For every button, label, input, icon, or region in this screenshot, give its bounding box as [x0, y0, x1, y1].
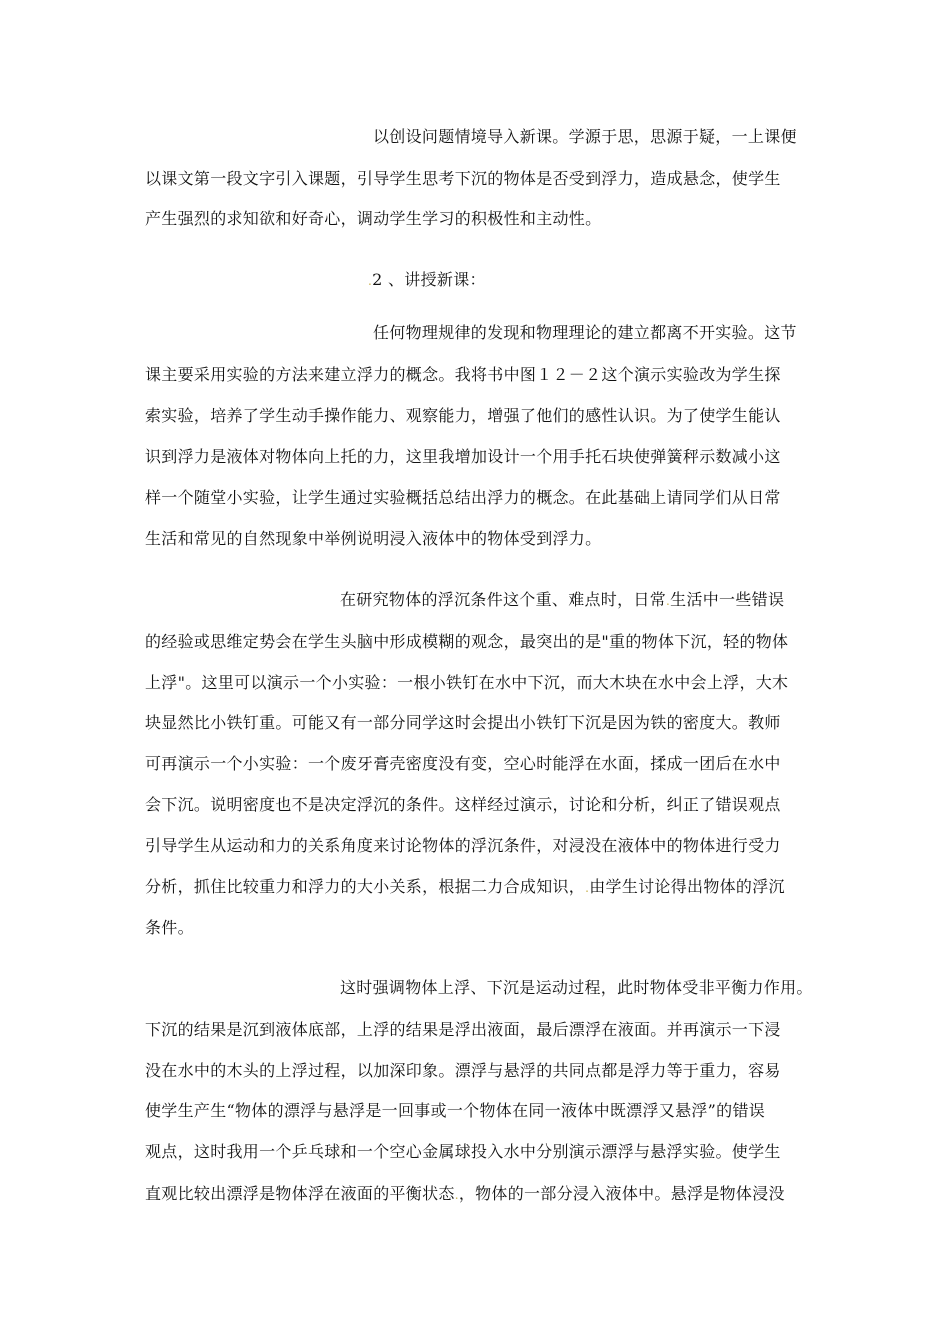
p2-line-1: 任何物理规律的发现和物理理论的建立都离不开实验。这节 — [373, 323, 797, 342]
p4-line-2: 下沉的结果是沉到液体底部，上浮的结果是浮出液面，最后漂浮在液面。并再演示一下浸 — [145, 1020, 781, 1039]
p3-line-2: 的经验或思维定势会在学生头脑中形成模糊的观念，最突出的是"重的物体下沉，轻的物体 — [145, 632, 789, 651]
section-heading — [368, 270, 668, 290]
p2-line-2: 课主要采用实验的方法来建立浮力的概念。我将书中图１２－２这个演示实验改为学生探 — [145, 365, 781, 384]
p3-line-8 — [145, 877, 815, 897]
p3-line-8-b: 由学生讨论得出物体的浮沉 — [589, 877, 785, 896]
p4-line-1: 这时强调物体上浮、下沉是运动过程，此时物体受非平衡力作用。 — [340, 978, 813, 997]
p4-line-4: 使学生产生“物体的漂浮与悬浮是一回事或一个物体在同一液体中既漂浮又悬浮”的错误 — [145, 1101, 766, 1120]
p4-line-3: 没在水中的木头的上浮过程，以加深印象。漂浮与悬浮的共同点都是浮力等于重力，容易 — [145, 1061, 781, 1080]
p2-line-4: 识到浮力是液体对物体向上托的力，这里我增加设计一个用手托石块使弹簧秤示数减小这 — [145, 447, 781, 466]
p3-line-7: 引导学生从运动和力的关系角度来讨论物体的浮沉条件，对浸没在液体中的物体进行受力 — [145, 836, 781, 855]
p4-line-6-a: 直观比较出漂浮是物体浮在液面的平衡状态 — [145, 1184, 455, 1203]
p1-line-3: 产生强烈的求知欲和好奇心，调动学生学习的积极性和主动性。 — [145, 209, 602, 228]
marker-dot: . — [666, 594, 671, 608]
p4-line-5: 观点，这时我用一个乒乓球和一个空心金属球投入水中分别演示漂浮与悬浮实验。使学生 — [145, 1142, 781, 1161]
p3-line-5: 可再演示一个小实验：一个废牙膏壳密度没有变，空心时能浮在水面，揉成一团后在水中 — [145, 754, 781, 773]
p3-line-1 — [340, 590, 815, 610]
p2-line-3: 索实验，培养了学生动手操作能力、观察能力，增强了他们的感性认识。为了使学生能认 — [145, 406, 781, 425]
p3-line-8-a: 分析，抓住比较重力和浮力的大小关系，根据二力合成知识， — [145, 877, 586, 896]
p1-line-1: 以创设问题情境导入新课。学源于思，思源于疑，一上课便 — [373, 127, 797, 146]
marker-dot: . — [368, 274, 373, 288]
p4-line-6 — [145, 1184, 815, 1204]
p3-line-6: 会下沉。说明密度也不是决定浮沉的条件。这样经过演示，讨论和分析，纠正了错误观点 — [145, 795, 781, 814]
p2-line-5: 样一个随堂小实验，让学生通过实验概括总结出浮力的概念。在此基础上请同学们从日常 — [145, 488, 781, 507]
marker-dot: . — [585, 881, 590, 895]
p3-line-9: 条件。 — [145, 918, 194, 937]
p3-line-3: 上浮"。这里可以演示一个小实验：一根小铁钉在水中下沉，而大木块在水中会上浮，大木 — [145, 673, 789, 692]
p1-line-2: 以课文第一段文字引入课题，引导学生思考下沉的物体是否受到浮力，造成悬念，使学生 — [145, 169, 781, 188]
section-heading-text: 2 、讲授新课： — [372, 270, 486, 289]
p3-line-1-b: 生活中一些错误 — [670, 590, 785, 609]
p3-line-4: 块显然比小铁钉重。可能又有一部分同学这时会提出小铁钉下沉是因为铁的密度大。教师 — [145, 713, 781, 732]
p4-line-6-b: ，物体的一部分浸入液体中。悬浮是物体浸没 — [458, 1184, 785, 1203]
p2-line-6: 生活和常见的自然现象中举例说明浸入液体中的物体受到浮力。 — [145, 529, 602, 548]
marker-dot: . — [454, 1188, 459, 1202]
p3-line-1-a: 在研究物体的浮沉条件这个重、难点时，日常 — [340, 590, 667, 609]
